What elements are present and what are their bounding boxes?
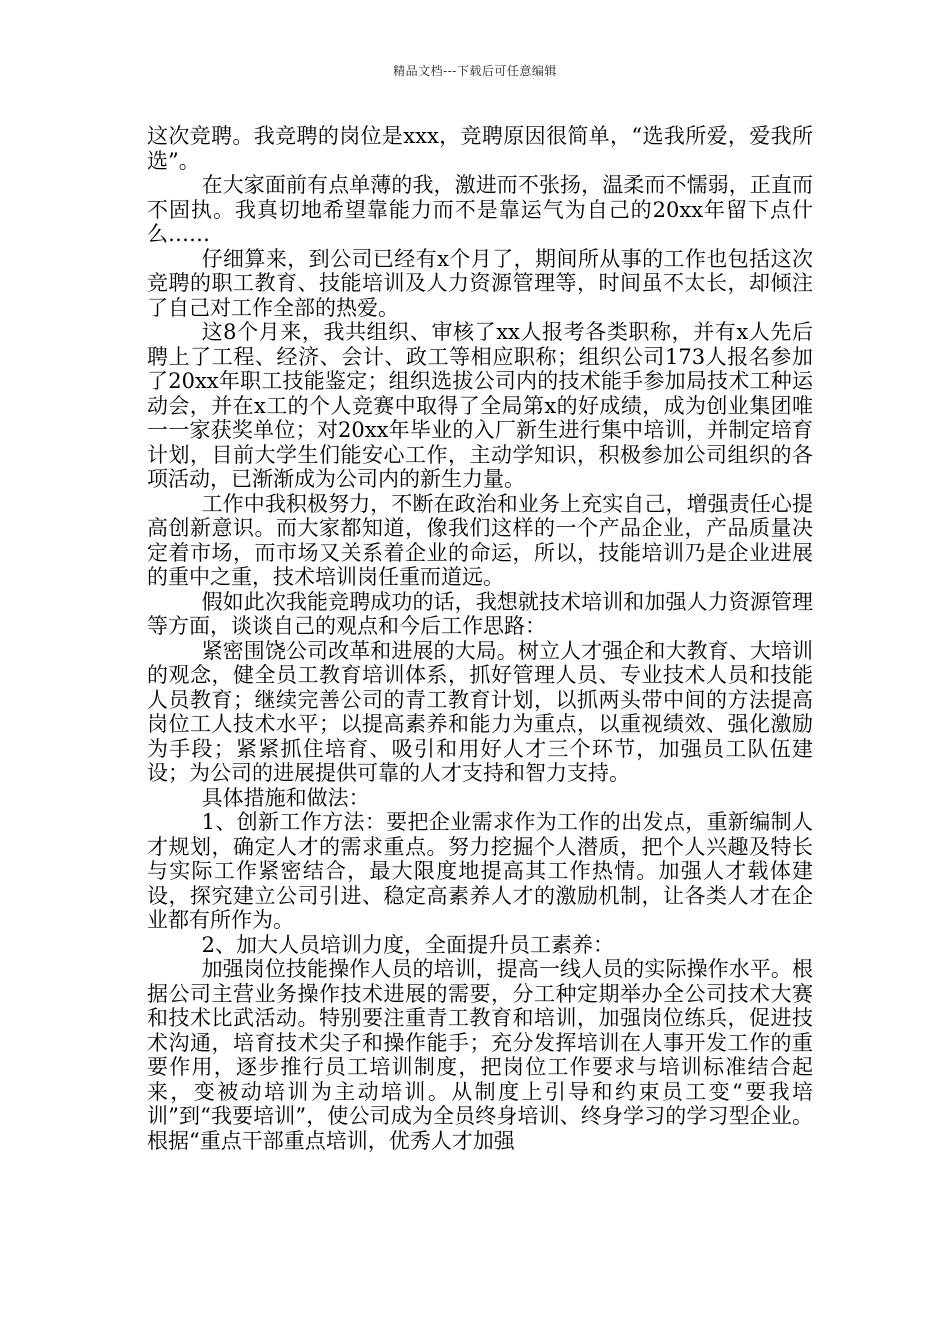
- section-heading-measures: 具体措施和做法：: [201, 785, 370, 810]
- paragraph-3: 仔细算来，到公司已经有x个月了，期间所从事的工作也包括这次竞聘的职工教育、技能培训及人力资源管理等，时间虽不太长，却倾注了自己对工作全部的热爱。: [147, 246, 813, 320]
- paragraph-2: 在大家面前有点单薄的我，激进而不张扬，温柔而不懦弱，正直而不固执。我真切地希望靠能力而不是靠运气为自己的20xx年留下点什么……: [147, 173, 813, 246]
- document-body: [147, 124, 813, 1153]
- page-header: 精品文档---下载后可任意编辑: [393, 64, 557, 78]
- item-heading-2: 2、加大人员培训力度，全面提升员工素养：: [201, 932, 614, 957]
- paragraph-1: 这次竞聘。我竞聘的岗位是xxx，竞聘原因很简单，“选我所爱，爱我所选”。: [147, 124, 813, 173]
- paragraph-5: 工作中我积极努力，不断在政治和业务上充实自己，增强责任心提高创新意识。而大家都知道，像我们这样的一个产品企业，产品质量决定着市场，而市场又关系着企业的命运，所以，技能培训乃是企业进展的重中之重，技术培训岗任重而道远。: [147, 491, 813, 589]
- paragraph-6: 假如此次我能竞聘成功的话，我想就技术培训和加强人力资源管理等方面，谈谈自己的观点和今后工作思路：: [147, 589, 813, 638]
- paragraph-item-1: 1、创新工作方法：要把企业需求作为工作的出发点，重新编制人才规划，确定人才的需求重点。努力挖掘个人潜质，把个人兴趣及特长与实际工作紧密结合，最大限度地提高其工作热情。加强人才载体建设，探究建立公司引进、稳定高素养人才的激励机制，让各类人才在企业都有所作为。: [147, 810, 813, 932]
- paragraph-4: 这8个月来，我共组织、审核了xx人报考各类职称，并有x人先后聘上了工程、经济、会计、政工等相应职称；组织公司173人报名参加了20xx年职工技能鉴定；组织选拔公司内的技术能手参加局技术工种运动会，并在x工的个人竞赛中取得了全局第x的好成绩，成为创业集团唯一一家获奖单位；对20xx年毕业的入厂新生进行集中培训，并制定培育计划，目前大学生们能安心工作，主动学知识，积极参加公司组织的各项活动，已渐渐成为公司内的新生力量。: [147, 320, 813, 491]
- paragraph-item-2: 加强岗位技能操作人员的培训，提高一线人员的实际操作水平。根据公司主营业务操作技术进展的需要，分工种定期举办全公司技术大赛和技术比武活动。特别要注重青工教育和培训，加强岗位练兵，促进技术沟通，培育技术尖子和操作能手；充分发挥培训在人事开发工作的重要作用，逐步推行员工培训制度，把岗位工作要求与培训标准结合起来，变被动培训为主动培训。从制度上引导和约束员工变“要我培训”到“我要培训”，使公司成为全员终身培训、终身学习的学习型企业。根据“重点干部重点培训，优秀人才加强: [147, 957, 813, 1153]
- paragraph-7: 紧密围饶公司改革和进展的大局。树立人才强企和大教育、大培训的观念，健全员工教育培训体系，抓好管理人员、专业技术人员和技能人员教育；继续完善公司的青工教育计划，以抓两头带中间的方法提高岗位工人技术水平；以提高素养和能力为重点，以重视绩效、强化激励为手段；紧紧抓住培育、吸引和用好人才三个环节，加强员工队伍建设；为公司的进展提供可靠的人才支持和智力支持。: [147, 638, 813, 785]
